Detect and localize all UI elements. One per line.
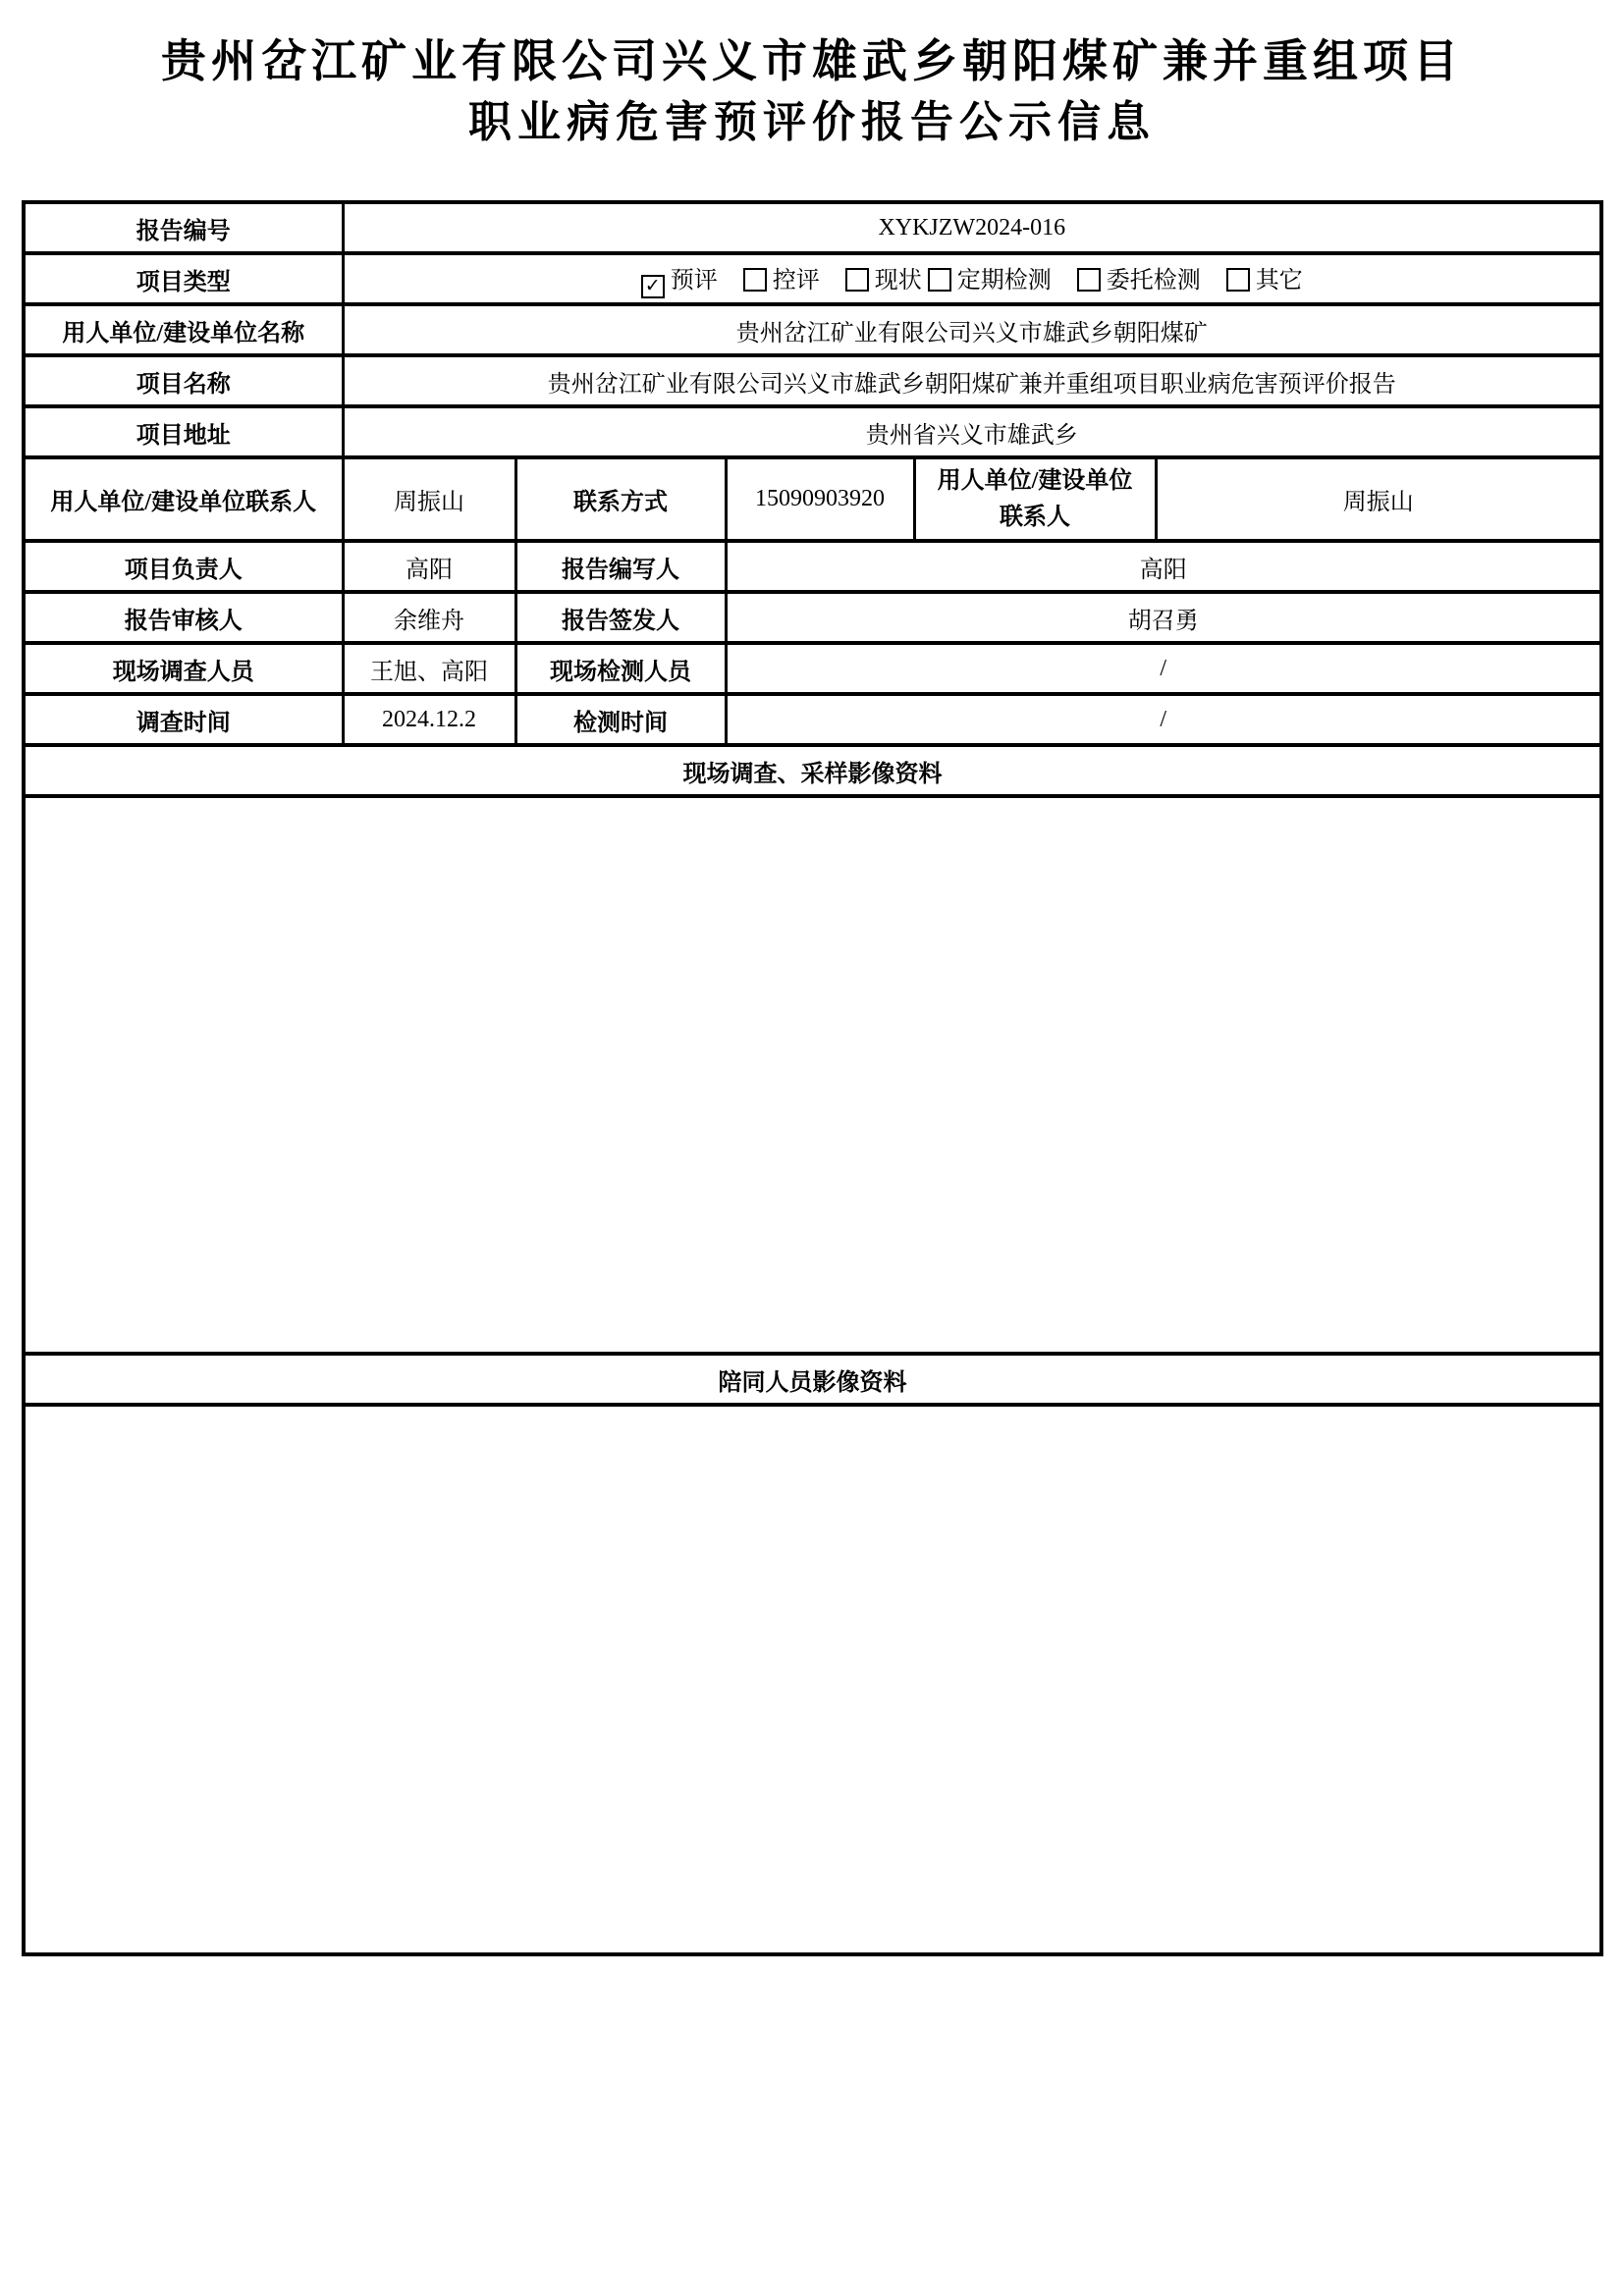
document-title — [0, 0, 1624, 149]
checkbox-unchecked-icon — [743, 268, 767, 292]
employer-contact-label-2-line2: 联系人 — [1000, 504, 1070, 530]
project-name-value: 贵州岔江矿业有限公司兴义市雄武乡朝阳煤矿兼并重组项目职业病危害预评价报告 — [343, 355, 1601, 406]
table-row — [24, 1405, 1601, 1954]
option-label: 控评 — [772, 267, 820, 294]
table-row — [24, 1354, 1601, 1405]
testing-staff-label: 现场检测人员 — [515, 643, 726, 694]
option-pre-evaluation — [641, 268, 718, 294]
phone-label: 联系方式 — [515, 457, 726, 541]
table-row — [24, 694, 1601, 745]
option-label: 委托检测 — [1106, 267, 1201, 294]
project-leader-value: 高阳 — [343, 541, 515, 592]
report-reviewer-label: 报告审核人 — [24, 592, 343, 643]
project-address-value: 贵州省兴义市雄武乡 — [343, 406, 1601, 457]
report-writer-value: 高阳 — [726, 541, 1601, 592]
table-row — [24, 253, 1601, 304]
checkbox-unchecked-icon — [1077, 268, 1101, 292]
project-address-label: 项目地址 — [24, 406, 343, 457]
employer-contact-label: 用人单位/建设单位联系人 — [24, 457, 343, 541]
option-label: 现状 — [874, 267, 922, 294]
report-writer-label: 报告编写人 — [515, 541, 726, 592]
table-row — [24, 643, 1601, 694]
employer-contact-name-2: 周振山 — [1156, 457, 1601, 541]
table-row — [24, 355, 1601, 406]
option-periodic-testing — [928, 268, 1052, 294]
table-row — [24, 457, 1601, 541]
table-row — [24, 745, 1601, 796]
employer-name-label: 用人单位/建设单位名称 — [24, 304, 343, 355]
testing-time-label: 检测时间 — [515, 694, 726, 745]
project-type-options — [343, 253, 1601, 304]
accompanying-staff-media-area — [24, 1405, 1601, 1954]
report-no-label: 报告编号 — [24, 202, 343, 253]
table-row — [24, 796, 1601, 1354]
project-leader-label: 项目负责人 — [24, 541, 343, 592]
report-issuer-value: 胡召勇 — [726, 592, 1601, 643]
report-no-value: XYKJZW2024-016 — [343, 202, 1601, 253]
project-name-label: 项目名称 — [24, 355, 343, 406]
report-info-table — [22, 200, 1603, 1956]
title-line-1: 贵州岔江矿业有限公司兴义市雄武乡朝阳煤矿兼并重组项目 — [161, 36, 1463, 86]
employer-name-value: 贵州岔江矿业有限公司兴义市雄武乡朝阳煤矿 — [343, 304, 1601, 355]
report-issuer-label: 报告签发人 — [515, 592, 726, 643]
table-row — [24, 304, 1601, 355]
checkbox-unchecked-icon — [928, 268, 951, 292]
employer-contact-label-2-line1: 用人单位/建设单位 — [937, 467, 1133, 494]
accompanying-staff-media-header: 陪同人员影像资料 — [24, 1354, 1601, 1405]
survey-time-value: 2024.12.2 — [343, 694, 515, 745]
checkbox-unchecked-icon — [845, 268, 869, 292]
site-survey-media-area — [24, 796, 1601, 1354]
table-row — [24, 406, 1601, 457]
phone-value: 15090903920 — [726, 457, 914, 541]
report-reviewer-value: 余维舟 — [343, 592, 515, 643]
testing-time-value: / — [726, 694, 1601, 745]
option-label: 预评 — [670, 267, 718, 294]
testing-staff-value: / — [726, 643, 1601, 694]
employer-contact-label-2 — [914, 457, 1156, 541]
table-row — [24, 592, 1601, 643]
option-commissioned-testing — [1077, 268, 1201, 294]
survey-staff-label: 现场调查人员 — [24, 643, 343, 694]
employer-contact-name: 周振山 — [343, 457, 515, 541]
project-type-label: 项目类型 — [24, 253, 343, 304]
table-row — [24, 541, 1601, 592]
survey-staff-value: 王旭、高阳 — [343, 643, 515, 694]
option-control-evaluation — [743, 268, 820, 294]
option-label: 其它 — [1255, 267, 1303, 294]
title-line-2: 职业病危害预评价报告公示信息 — [468, 98, 1156, 146]
checkbox-unchecked-icon — [1226, 268, 1250, 292]
option-current-status — [845, 268, 922, 294]
table-row — [24, 202, 1601, 253]
option-other — [1226, 268, 1303, 294]
survey-time-label: 调查时间 — [24, 694, 343, 745]
site-survey-media-header: 现场调查、采样影像资料 — [24, 745, 1601, 796]
option-label: 定期检测 — [956, 267, 1052, 294]
checkbox-checked-icon: ✓ — [641, 275, 665, 298]
